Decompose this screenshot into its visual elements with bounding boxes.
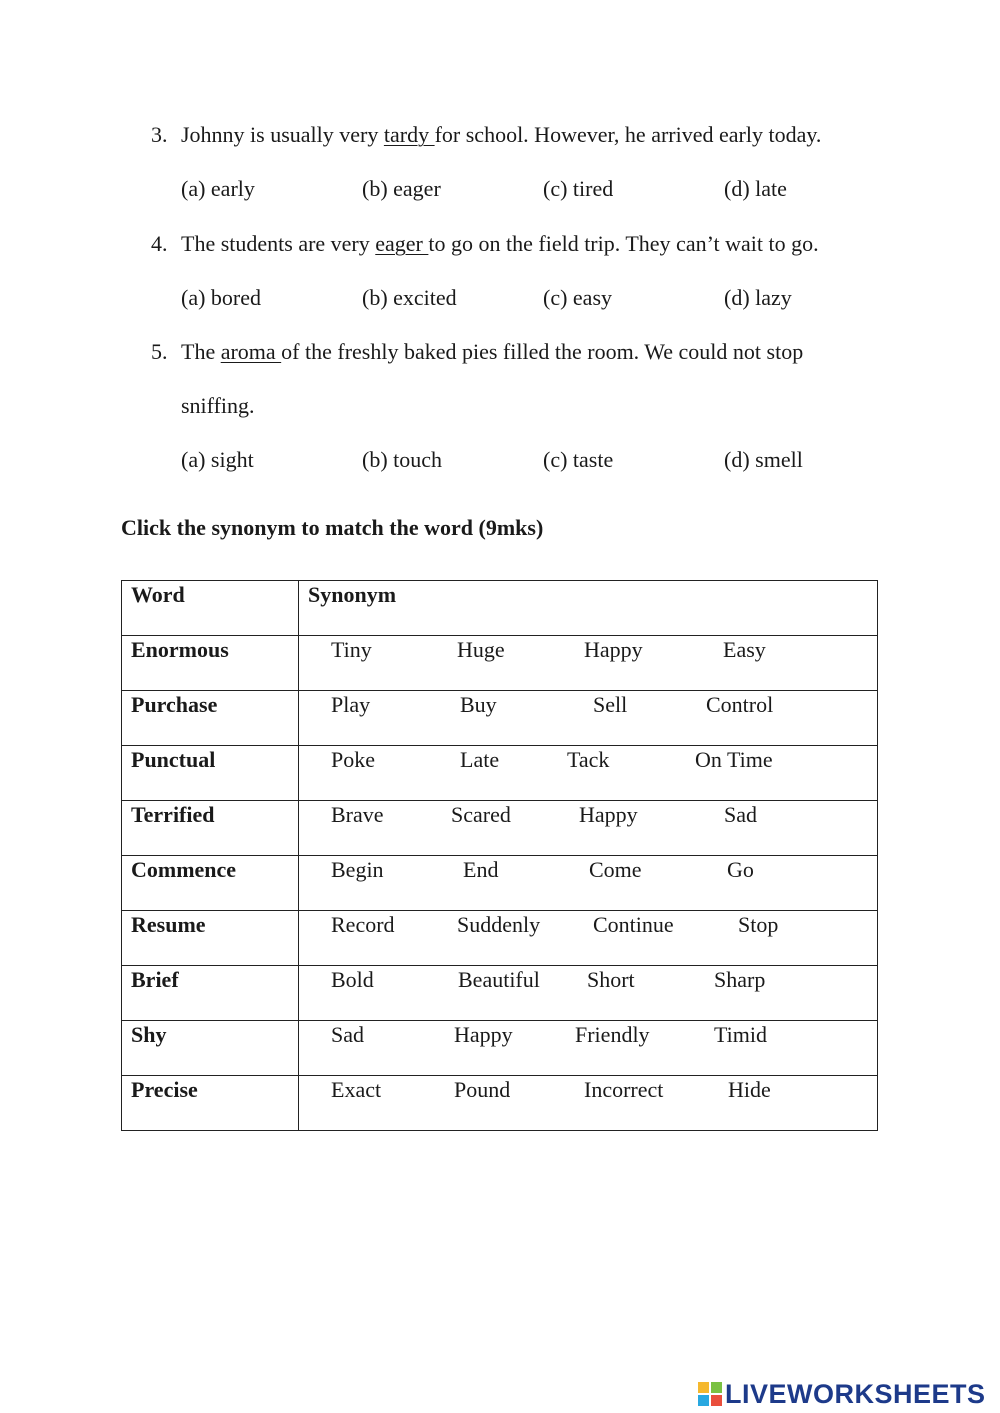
- synonym-choice[interactable]: Exact: [331, 1077, 382, 1102]
- synonym-choice[interactable]: Incorrect: [584, 1077, 664, 1102]
- choices-cell: [299, 636, 878, 691]
- word-cell: [122, 911, 299, 966]
- word-cell: [122, 746, 299, 801]
- synonym-choice[interactable]: Begin: [331, 857, 384, 882]
- question-4-option-c[interactable]: (c) easy: [543, 285, 613, 310]
- synonym-choice[interactable]: Tack: [567, 747, 610, 772]
- section-heading: Click the synonym to match the word (9mks): [121, 515, 544, 540]
- synonym-choice[interactable]: Bold: [331, 967, 374, 992]
- synonym-choice[interactable]: Happy: [579, 802, 638, 827]
- synonym-choice[interactable]: Go: [727, 857, 754, 882]
- header-word-cell: [122, 581, 299, 636]
- question-4-target-word: eager: [375, 231, 429, 256]
- question-3-before: Johnny is usually very: [181, 122, 384, 147]
- synonym-choice[interactable]: Buy: [460, 692, 497, 717]
- row-word: Precise: [131, 1077, 198, 1102]
- synonym-choice[interactable]: Easy: [723, 637, 766, 662]
- row-word: Punctual: [131, 747, 216, 772]
- synonym-choice[interactable]: Play: [331, 692, 371, 717]
- synonym-choice[interactable]: On Time: [695, 747, 773, 772]
- question-5-continuation: sniffing.: [181, 393, 255, 418]
- row-word: Shy: [131, 1022, 167, 1047]
- question-5-option-b[interactable]: (b) touch: [362, 447, 443, 472]
- synonym-choice[interactable]: Friendly: [575, 1022, 650, 1047]
- word-cell: [122, 856, 299, 911]
- synonym-choice[interactable]: Hide: [728, 1077, 771, 1102]
- synonym-choice[interactable]: Record: [331, 912, 395, 937]
- question-3-option-b[interactable]: (b) eager: [362, 176, 441, 201]
- synonym-choice[interactable]: Sad: [331, 1022, 364, 1047]
- synonym-choice[interactable]: Short: [587, 967, 635, 992]
- table-header-row: [122, 581, 878, 636]
- table-row: [122, 1076, 878, 1131]
- question-3-text: [181, 124, 821, 146]
- synonym-choice[interactable]: Scared: [451, 802, 511, 827]
- word-cell: [122, 966, 299, 1021]
- synonym-choice[interactable]: Beautiful: [458, 967, 540, 992]
- question-5-option-c[interactable]: (c) taste: [543, 447, 614, 472]
- question-5-text: [181, 341, 803, 363]
- liveworksheets-logo-icon: [697, 1381, 723, 1407]
- row-word: Resume: [131, 912, 206, 937]
- synonym-table: [121, 580, 878, 1131]
- question-4-text: [181, 233, 819, 255]
- synonym-choice[interactable]: Pound: [454, 1077, 511, 1102]
- choices-cell: [299, 801, 878, 856]
- choices-cell: [299, 1076, 878, 1131]
- synonym-choice[interactable]: Happy: [454, 1022, 513, 1047]
- word-cell: [122, 636, 299, 691]
- question-4-number: 4.: [151, 231, 168, 256]
- question-4-before: The students are very: [181, 231, 376, 256]
- question-4-option-d[interactable]: (d) lazy: [724, 285, 792, 310]
- choices-cell: [299, 1021, 878, 1076]
- synonym-choice[interactable]: Stop: [738, 912, 779, 937]
- header-word: Word: [131, 582, 185, 607]
- choices-cell: [299, 746, 878, 801]
- question-4-option-a[interactable]: (a) bored: [181, 285, 262, 310]
- table-row: [122, 1021, 878, 1076]
- question-3-option-d[interactable]: (d) late: [724, 176, 787, 201]
- table-row: [122, 911, 878, 966]
- question-5-number: 5.: [151, 339, 168, 364]
- table-row: [122, 746, 878, 801]
- question-5-option-a[interactable]: (a) sight: [181, 447, 254, 472]
- table-row: [122, 636, 878, 691]
- table-row: [122, 691, 878, 746]
- table-row: [122, 856, 878, 911]
- question-3-after: for school. However, he arrived early today.: [434, 122, 822, 147]
- synonym-choice[interactable]: Suddenly: [457, 912, 541, 937]
- synonym-choice[interactable]: Sad: [724, 802, 757, 827]
- synonym-choice[interactable]: Continue: [593, 912, 674, 937]
- row-word: Purchase: [131, 692, 218, 717]
- synonym-choice[interactable]: Tiny: [331, 637, 372, 662]
- synonym-choice[interactable]: Control: [706, 692, 774, 717]
- table-row: [122, 966, 878, 1021]
- row-word: Brief: [131, 967, 179, 992]
- synonym-choice[interactable]: Sell: [593, 692, 628, 717]
- synonym-choice[interactable]: End: [463, 857, 499, 882]
- question-5-option-d[interactable]: (d) smell: [724, 447, 803, 472]
- row-word: Terrified: [131, 802, 215, 827]
- choices-cell: [299, 966, 878, 1021]
- synonym-choice[interactable]: Brave: [331, 802, 384, 827]
- word-cell: [122, 691, 299, 746]
- question-3-option-a[interactable]: (a) early: [181, 176, 255, 201]
- word-cell: [122, 801, 299, 856]
- synonym-choice[interactable]: Late: [460, 747, 500, 772]
- question-5-before: The: [181, 339, 221, 364]
- question-3-option-c[interactable]: (c) tired: [543, 176, 614, 201]
- synonym-choice[interactable]: Poke: [331, 747, 375, 772]
- synonym-choice[interactable]: Come: [589, 857, 642, 882]
- liveworksheets-logo: [697, 1378, 986, 1410]
- question-3-target-word: tardy: [383, 122, 435, 147]
- header-synonym: Synonym: [308, 582, 397, 607]
- word-cell: [122, 1076, 299, 1131]
- row-word: Commence: [131, 857, 237, 882]
- header-synonym-cell: [299, 581, 878, 636]
- synonym-choice[interactable]: Huge: [457, 637, 505, 662]
- choices-cell: [299, 691, 878, 746]
- question-3-number: 3.: [151, 122, 168, 147]
- question-4-option-b[interactable]: (b) excited: [362, 285, 457, 310]
- word-cell: [122, 1021, 299, 1076]
- synonym-choice[interactable]: Happy: [584, 637, 643, 662]
- liveworksheets-logo-text: LIVEWORKSHEETS: [725, 1378, 986, 1409]
- choices-cell: [299, 856, 878, 911]
- synonym-choice[interactable]: Timid: [714, 1022, 768, 1047]
- question-5-target-word: aroma: [220, 339, 282, 364]
- row-word: Enormous: [131, 637, 229, 662]
- synonym-choice[interactable]: Sharp: [714, 967, 766, 992]
- question-4-after: to go on the field trip. They can’t wait to go.: [428, 231, 819, 256]
- question-5-after: of the freshly baked pies filled the room. We could not stop: [281, 339, 804, 364]
- table-row: [122, 801, 878, 856]
- choices-cell: [299, 911, 878, 966]
